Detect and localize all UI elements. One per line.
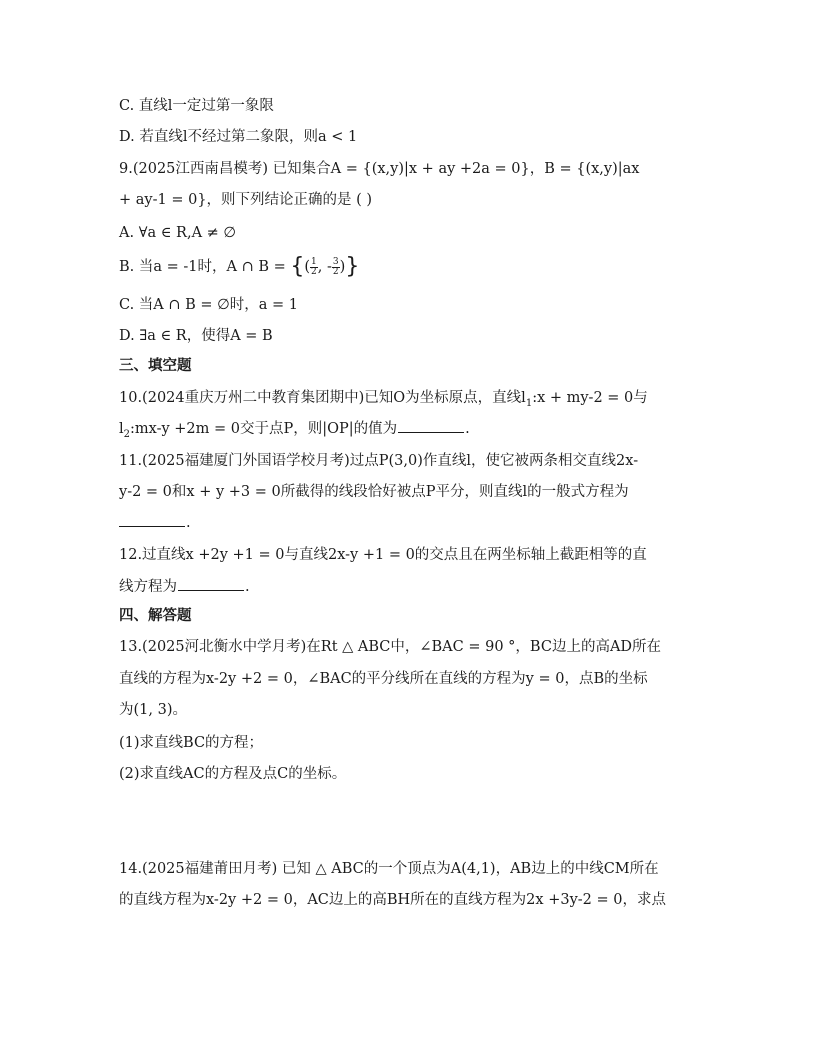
right-brace: } <box>345 254 360 279</box>
question-10-line2 <box>119 419 709 445</box>
q10-text-d: :mx-y +2m = 0交于点P，则|OP|的值为 <box>130 421 398 437</box>
fraction-y-num: 3 <box>332 256 339 267</box>
q12-text: 线方程为 <box>119 579 177 595</box>
fraction-x-den: 2 <box>311 266 317 277</box>
answer-blank-q11[interactable] <box>119 514 185 527</box>
fraction-y-den: 2 <box>332 266 339 277</box>
option-a-q9: A. ∀a ∈ R,A ≠ ∅ <box>119 225 237 241</box>
fraction-x-num: 1 <box>311 256 317 267</box>
answer-blank-q12[interactable] <box>178 578 244 591</box>
question-12-line1: 12.过直线x +2y +1 = 0与直线2x-y +1 = 0的交点且在两坐标轴上截距相等的直 <box>119 547 647 563</box>
q10-period: . <box>465 421 470 437</box>
answer-blank-q10[interactable] <box>398 420 464 433</box>
section-heading-fill-blank: 三、填空题 <box>119 357 192 374</box>
question-11-line3 <box>119 513 709 533</box>
question-12-line2 <box>119 577 709 597</box>
q10-sub1: 1 <box>525 397 533 409</box>
question-9-line2: + ay-1 = 0}，则下列结论正确的是 ( ) <box>119 192 373 208</box>
question-13-part2: (2)求直线AC的方程及点C的坐标。 <box>119 766 347 782</box>
q12-period: . <box>245 579 250 595</box>
question-13-part1: (1)求直线BC的方程； <box>119 735 264 751</box>
fraction-x <box>310 258 318 277</box>
question-9-line1: 9.(2025江西南昌模考) 已知集合A = {(x,y)|x + ay +2a = 0}，B = {(x,y)|ax <box>119 161 640 177</box>
section-heading-solve: 四、解答题 <box>119 607 192 624</box>
option-b-text: B. 当a = -1时，A ∩ B = <box>119 259 291 275</box>
question-10-line1 <box>119 388 709 414</box>
question-13-line3: 为(1, 3)。 <box>119 702 187 718</box>
option-d-line8: D. 若直线l不经过第二象限，则a < 1 <box>119 129 358 145</box>
q10-text-a: 10.(2024重庆万州二中教育集团期中)已知O为坐标原点，直线l <box>119 390 526 406</box>
question-14-line2: 的直线方程为x-2y +2 = 0，AC边上的高BH所在的直线方程为2x +3y-2 = 0，求点 <box>119 892 666 908</box>
fraction-y <box>332 258 340 277</box>
q10-sub2: 2 <box>123 428 131 440</box>
question-14-line1: 14.(2025福建莆田月考) 已知 △ ABC的一个顶点为A(4,1)，AB边上的中线CM所在 <box>119 861 659 877</box>
question-13-line1: 13.(2025河北衡水中学月考)在Rt △ ABC中，∠BAC = 90 °，BC边上的高AD所在 <box>119 639 662 655</box>
option-c-q9: C. 当A ∩ B = ∅时，a = 1 <box>119 297 299 313</box>
option-c-line8: C. 直线l一定过第一象限 <box>119 98 274 114</box>
question-11-line1: 11.(2025福建厦门外国语学校月考)过点P(3,0)作直线l，使它被两条相交直线2x- <box>119 453 639 469</box>
question-13-line2: 直线的方程为x-2y +2 = 0，∠BAC的平分线所在直线的方程为y = 0，点B的坐标 <box>119 671 648 687</box>
option-d-q9: D. ∃a ∈ R，使得A = B <box>119 328 273 344</box>
question-11-line2: y-2 = 0和x + y +3 = 0所截得的线段恰好被点P平分，则直线l的一般式方程为 <box>119 484 629 500</box>
option-b-q9: B. 当a = -1时，A ∩ B = {( $\frac{1}{2}$ , - $\frac{3}{2}$ )} <box>119 254 360 279</box>
q10-text-b: :x + my-2 = 0与 <box>532 390 648 406</box>
q10-text-c: l <box>119 421 124 437</box>
q11-period: . <box>186 515 191 531</box>
left-brace: { <box>290 254 305 279</box>
